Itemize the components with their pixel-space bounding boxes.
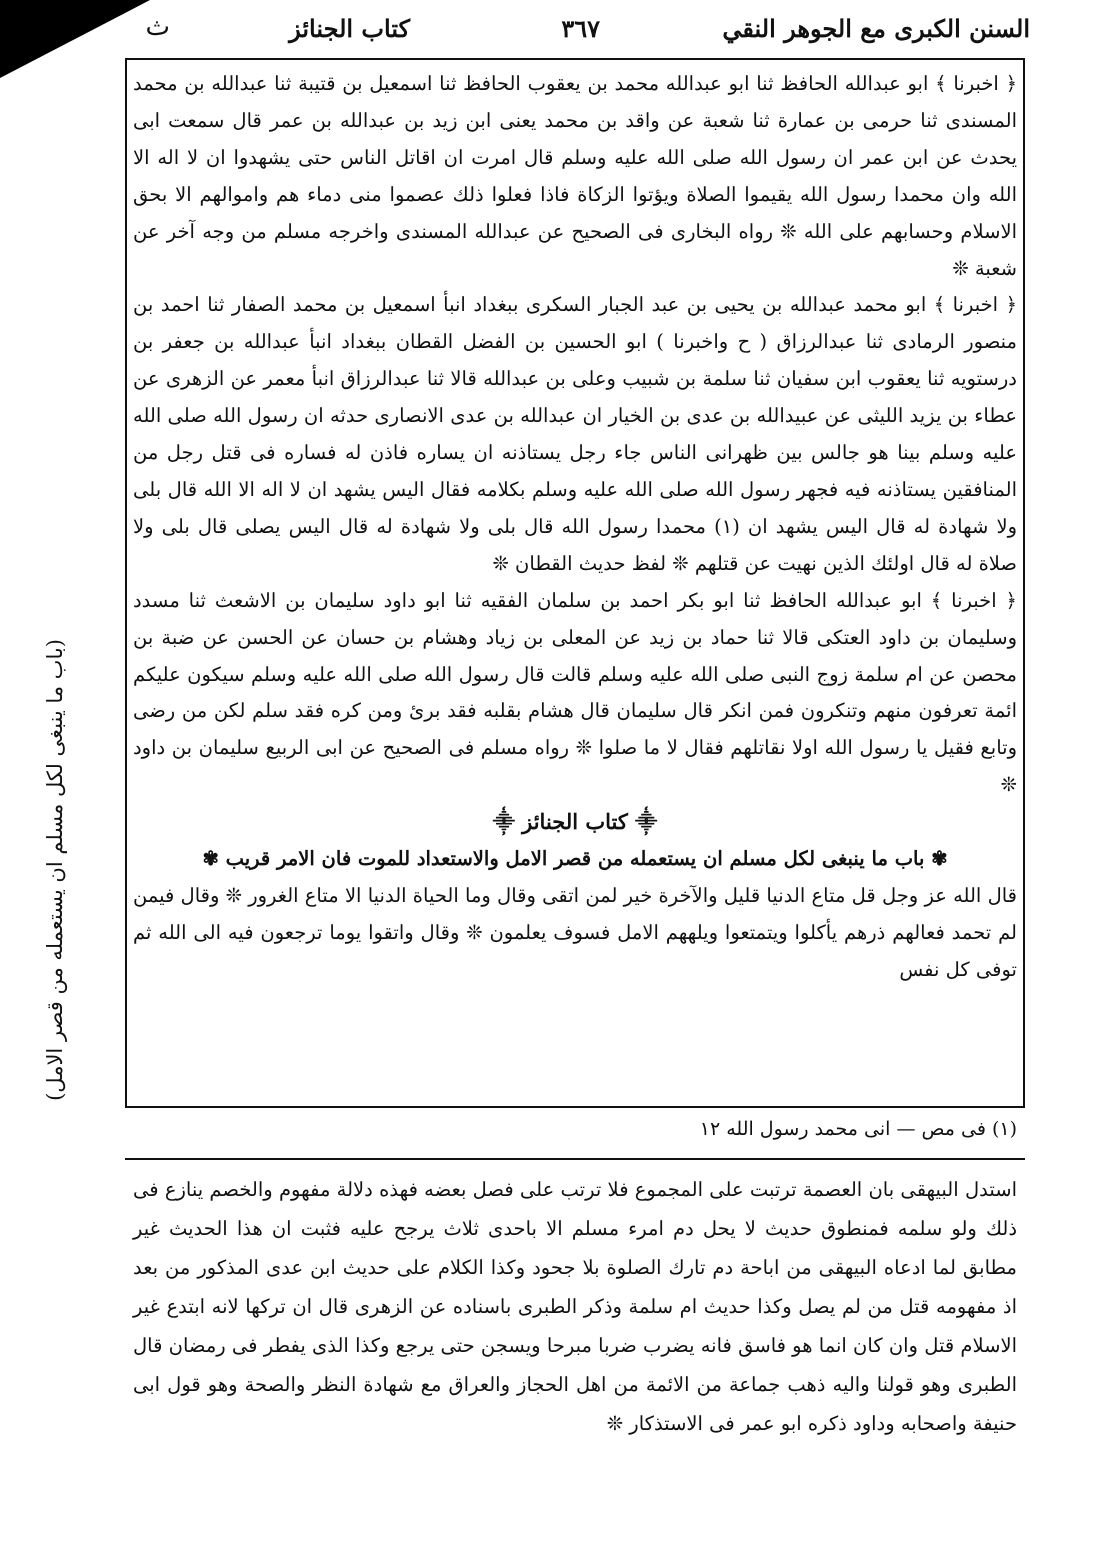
chapter-heading-text: كتاب الجنائز [522,809,628,835]
ornament-right-icon: ⸎ [492,809,515,835]
chapter-heading [133,804,1017,841]
section-heading-text: باب ما ينبغى لكل مسلم ان يستعمله من قصر الامل والاستعداد للموت فان الامر قريب [225,847,925,871]
commentary-section [133,1170,1017,1443]
section-paragraph: قال الله عز وجل قل متاع الدنيا قليل والآخرة خير لمن اتقى وقال وما الحياة الدنيا الا متاع الغرور ❊ وقال فيمن لم تحمد فعالهم ذرهم يأكلوا ويتمتعوا ويلههم الامل فسوف يعلمون ❊ وقال واتقوا يوما ترجعون فيه الى الله ثم توفى كل نفس [133,883,1017,981]
hadith-paragraph: ﴿ اخبرنا ﴾ ابو عبدالله الحافظ ثنا ابو عبدالله محمد بن يعقوب الحافظ ثنا اسمعيل بن قتيبة ثنا عبدالله بن محمد المسندى ثنا حرمى بن عمارة ثنا شعبة عن واقد بن محمد يعنى ابن زيد بن عبدالله بن عمر قال سمعت ابى يحدث عن ابن عمر ان رسول الله صلى الله عليه وسلم قال امرت ان اقاتل الناس حتى يشهدوا ان لا اله الا الله وان محمدا رسول الله يقيموا الصلاة ويؤتوا الزكاة فاذا فعلوا ذلك عصموا منى دماء هم واموالهم الا بحق الاسلام وحسابهم على الله ❊ رواه البخارى فى الصحيح عن عبدالله المسندى واخرجه مسلم من وجه آخر عن شعبة ❊ [133,72,1017,280]
commentary-text: استدل البيهقى بان العصمة ترتبت على المجموع فلا ترتب على فصل بعضه فهذه دلالة مفهوم والخصم ينازع فى ذلك ولو سلمه فمنطوق حديث لا يحل دم امرء مسلم الا باحدى ثلاث يرجح عليه فثبت ان هذا الحديث غير مطابق لما ادعاه البيهقى من اباحة دم تارك الصلوة بلا جحود وكذا الكلام على حديث ابن عدى المذكور من بعد اذ مفهومه قتل من لم يصل وكذا حديث ام سلمة وذكر الطبرى باسناده عن الزهرى قال ان تركها لانه ابتدع غير الاسلام قتل وان كان انما هو فاسق فانه يضرب ضربا مبرحا ويسجن حتى يرجع وكذا الذى يفطر فى رمضان قال الطبرى وهو قولنا واليه ذهب جماعة من الائمة من اهل الحجاز والعراق مع شهادة النظر والصحة وهو قول ابى حنيفة واصحابه وداود ذكره ابو عمر فى الاستذكار ❊ [133,1178,1017,1435]
running-book-title: السنن الكبرى مع الجوهر النقي [722,14,1030,43]
running-chapter-title: كتاب الجنائز [289,14,410,43]
page-number: ٣٦٧ [561,14,600,43]
hadith-paragraph: ﴿ اخبرنا ﴾ ابو عبدالله الحافظ ثنا ابو بكر احمد بن سلمان الفقيه ثنا ابو داود سليمان بن الاشعث ثنا مسدد وسليمان بن داود العتكى قالا ثنا حماد بن زيد عن المعلى بن زياد وهشام بن حسان عن الحسن عن ضبة بن محصن عن ام سلمة زوج النبى صلى الله عليه وسلم قالت قال رسول الله صلى الله عليه وسلم سيكون عليكم ائمة تعرفون منهم وتنكرون فمن انكر قال سليمان قال هشام بقلبه فقد برئ ومن كره فقد سلم لكن من رضى وتابع فقيل يا رسول الله اولا نقاتلهم فقال لا ما صلوا ❊ رواه مسلم فى الصحيح عن ابى الربيع سليمان بن داود ❊ [133,588,1017,797]
ornament-right-icon: ✾ [202,847,219,871]
commentary-separator [125,1158,1025,1160]
margin-note: (باب ما ينبغى لكل مسلم ان يستعمله من قصر الامل) [43,639,67,1101]
ornament-left-icon: ⸎ [635,809,658,835]
ornament-left-icon: ✾ [931,847,948,871]
page-header [130,12,1030,52]
footnote: (١) فى مص — انى محمد رسول الله ١٢ [699,1118,1017,1140]
section-heading [133,841,1017,878]
hadith-paragraph: ﴿ اخبرنا ﴾ ابو محمد عبدالله بن يحيى بن عبد الجبار السكرى ببغداد انبأ اسمعيل بن محمد الصفار ثنا احمد بن منصور الرمادى ثنا عبدالرزاق ( ح واخبرنا ) ابو الحسين بن الفضل القطان ببغداد انبأ عبدالله بن جعفر بن درستويه ثنا يعقوب ابن سفيان ثنا سلمة بن شبيب وعلى بن عبدالله قالا ثنا عبدالرزاق انبأ معمر عن الزهرى عن عطاء بن يزيد الليثى عن عبيدالله بن عدى بن الخيار ان عبدالله بن عدى الانصارى حدثه ان رسول الله صلى الله عليه وسلم بينا هو جالس بين ظهرانى الناس جاء رجل يستاذنه ان يساره فاذن له فساره فى قتل رجل من المنافقين يستاذنه فيه فجهر رسول الله صلى الله عليه وسلم بكلامه فقال اليس يشهد ان لا اله الا الله قال بلى ولا شهادة له قال اليس يشهد ان (١) محمدا رسول الله قال بلى ولا شهادة له قال اليس يصلى قال بلى ولا صلاة له قال اولئك الذين نهيت عن قتلهم ❊ لفظ حديث القطان ❊ [133,293,1017,575]
main-text [133,66,1017,989]
corner-mark: ث [145,12,170,42]
